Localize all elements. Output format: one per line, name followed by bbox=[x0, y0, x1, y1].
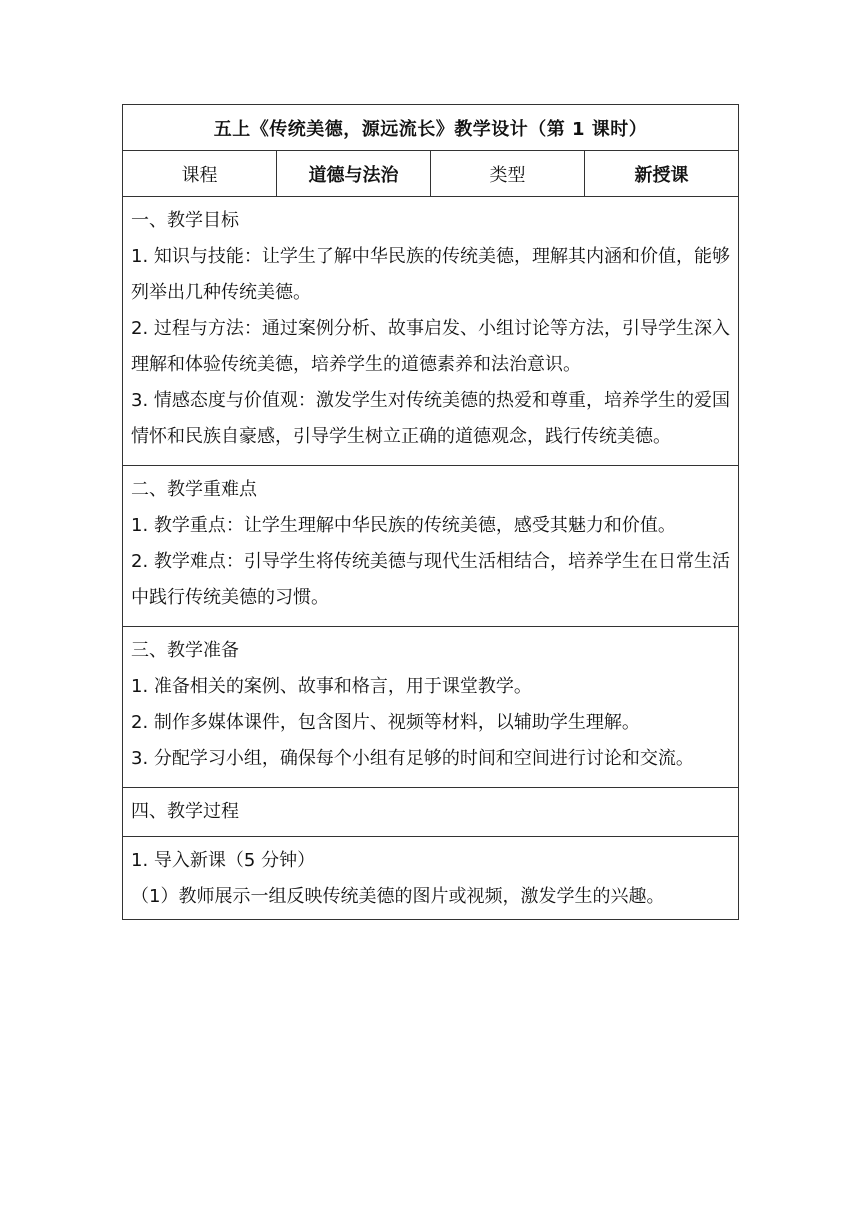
section-heading: 四、教学过程 bbox=[131, 801, 239, 822]
section-objectives bbox=[123, 197, 739, 466]
section-key-points bbox=[123, 466, 739, 627]
type-value: 新授课 bbox=[585, 151, 739, 197]
section-preparation bbox=[123, 627, 739, 788]
section-item: 1. 准备相关的案例、故事和格言，用于课堂教学。 bbox=[131, 676, 532, 697]
process-substep: （1）教师展示一组反映传统美德的图片或视频，激发学生的兴趣。 bbox=[131, 886, 665, 907]
section-process bbox=[123, 837, 739, 920]
section-item: 1. 知识与技能：让学生了解中华民族的传统美德，理解其内涵和价值，能够列举出几种传统美德。 bbox=[131, 246, 730, 303]
section-heading: 二、教学重难点 bbox=[131, 479, 257, 500]
section-item: 2. 制作多媒体课件，包含图片、视频等材料，以辅助学生理解。 bbox=[131, 712, 640, 733]
type-label: 类型 bbox=[431, 151, 585, 197]
section-heading: 三、教学准备 bbox=[131, 640, 239, 661]
section-process-heading bbox=[123, 788, 739, 837]
section-item: 1. 教学重点：让学生理解中华民族的传统美德，感受其魅力和价值。 bbox=[131, 515, 676, 536]
section-item: 2. 教学难点：引导学生将传统美德与现代生活相结合，培养学生在日常生活中践行传统美德的习惯。 bbox=[131, 551, 730, 608]
course-value: 道德与法治 bbox=[277, 151, 431, 197]
lesson-plan-table bbox=[122, 104, 739, 920]
document-title: 五上《传统美德，源远流长》教学设计（第 1 课时） bbox=[123, 105, 739, 151]
process-step: 1. 导入新课（5 分钟） bbox=[131, 850, 316, 871]
section-item: 2. 过程与方法：通过案例分析、故事启发、小组讨论等方法，引导学生深入理解和体验传统美德，培养学生的道德素养和法治意识。 bbox=[131, 318, 730, 375]
section-item: 3. 分配学习小组，确保每个小组有足够的时间和空间进行讨论和交流。 bbox=[131, 748, 694, 769]
section-item: 3. 情感态度与价值观：激发学生对传统美德的热爱和尊重，培养学生的爱国情怀和民族自豪感，引导学生树立正确的道德观念，践行传统美德。 bbox=[131, 390, 730, 447]
section-heading: 一、教学目标 bbox=[131, 210, 239, 231]
course-label: 课程 bbox=[123, 151, 277, 197]
